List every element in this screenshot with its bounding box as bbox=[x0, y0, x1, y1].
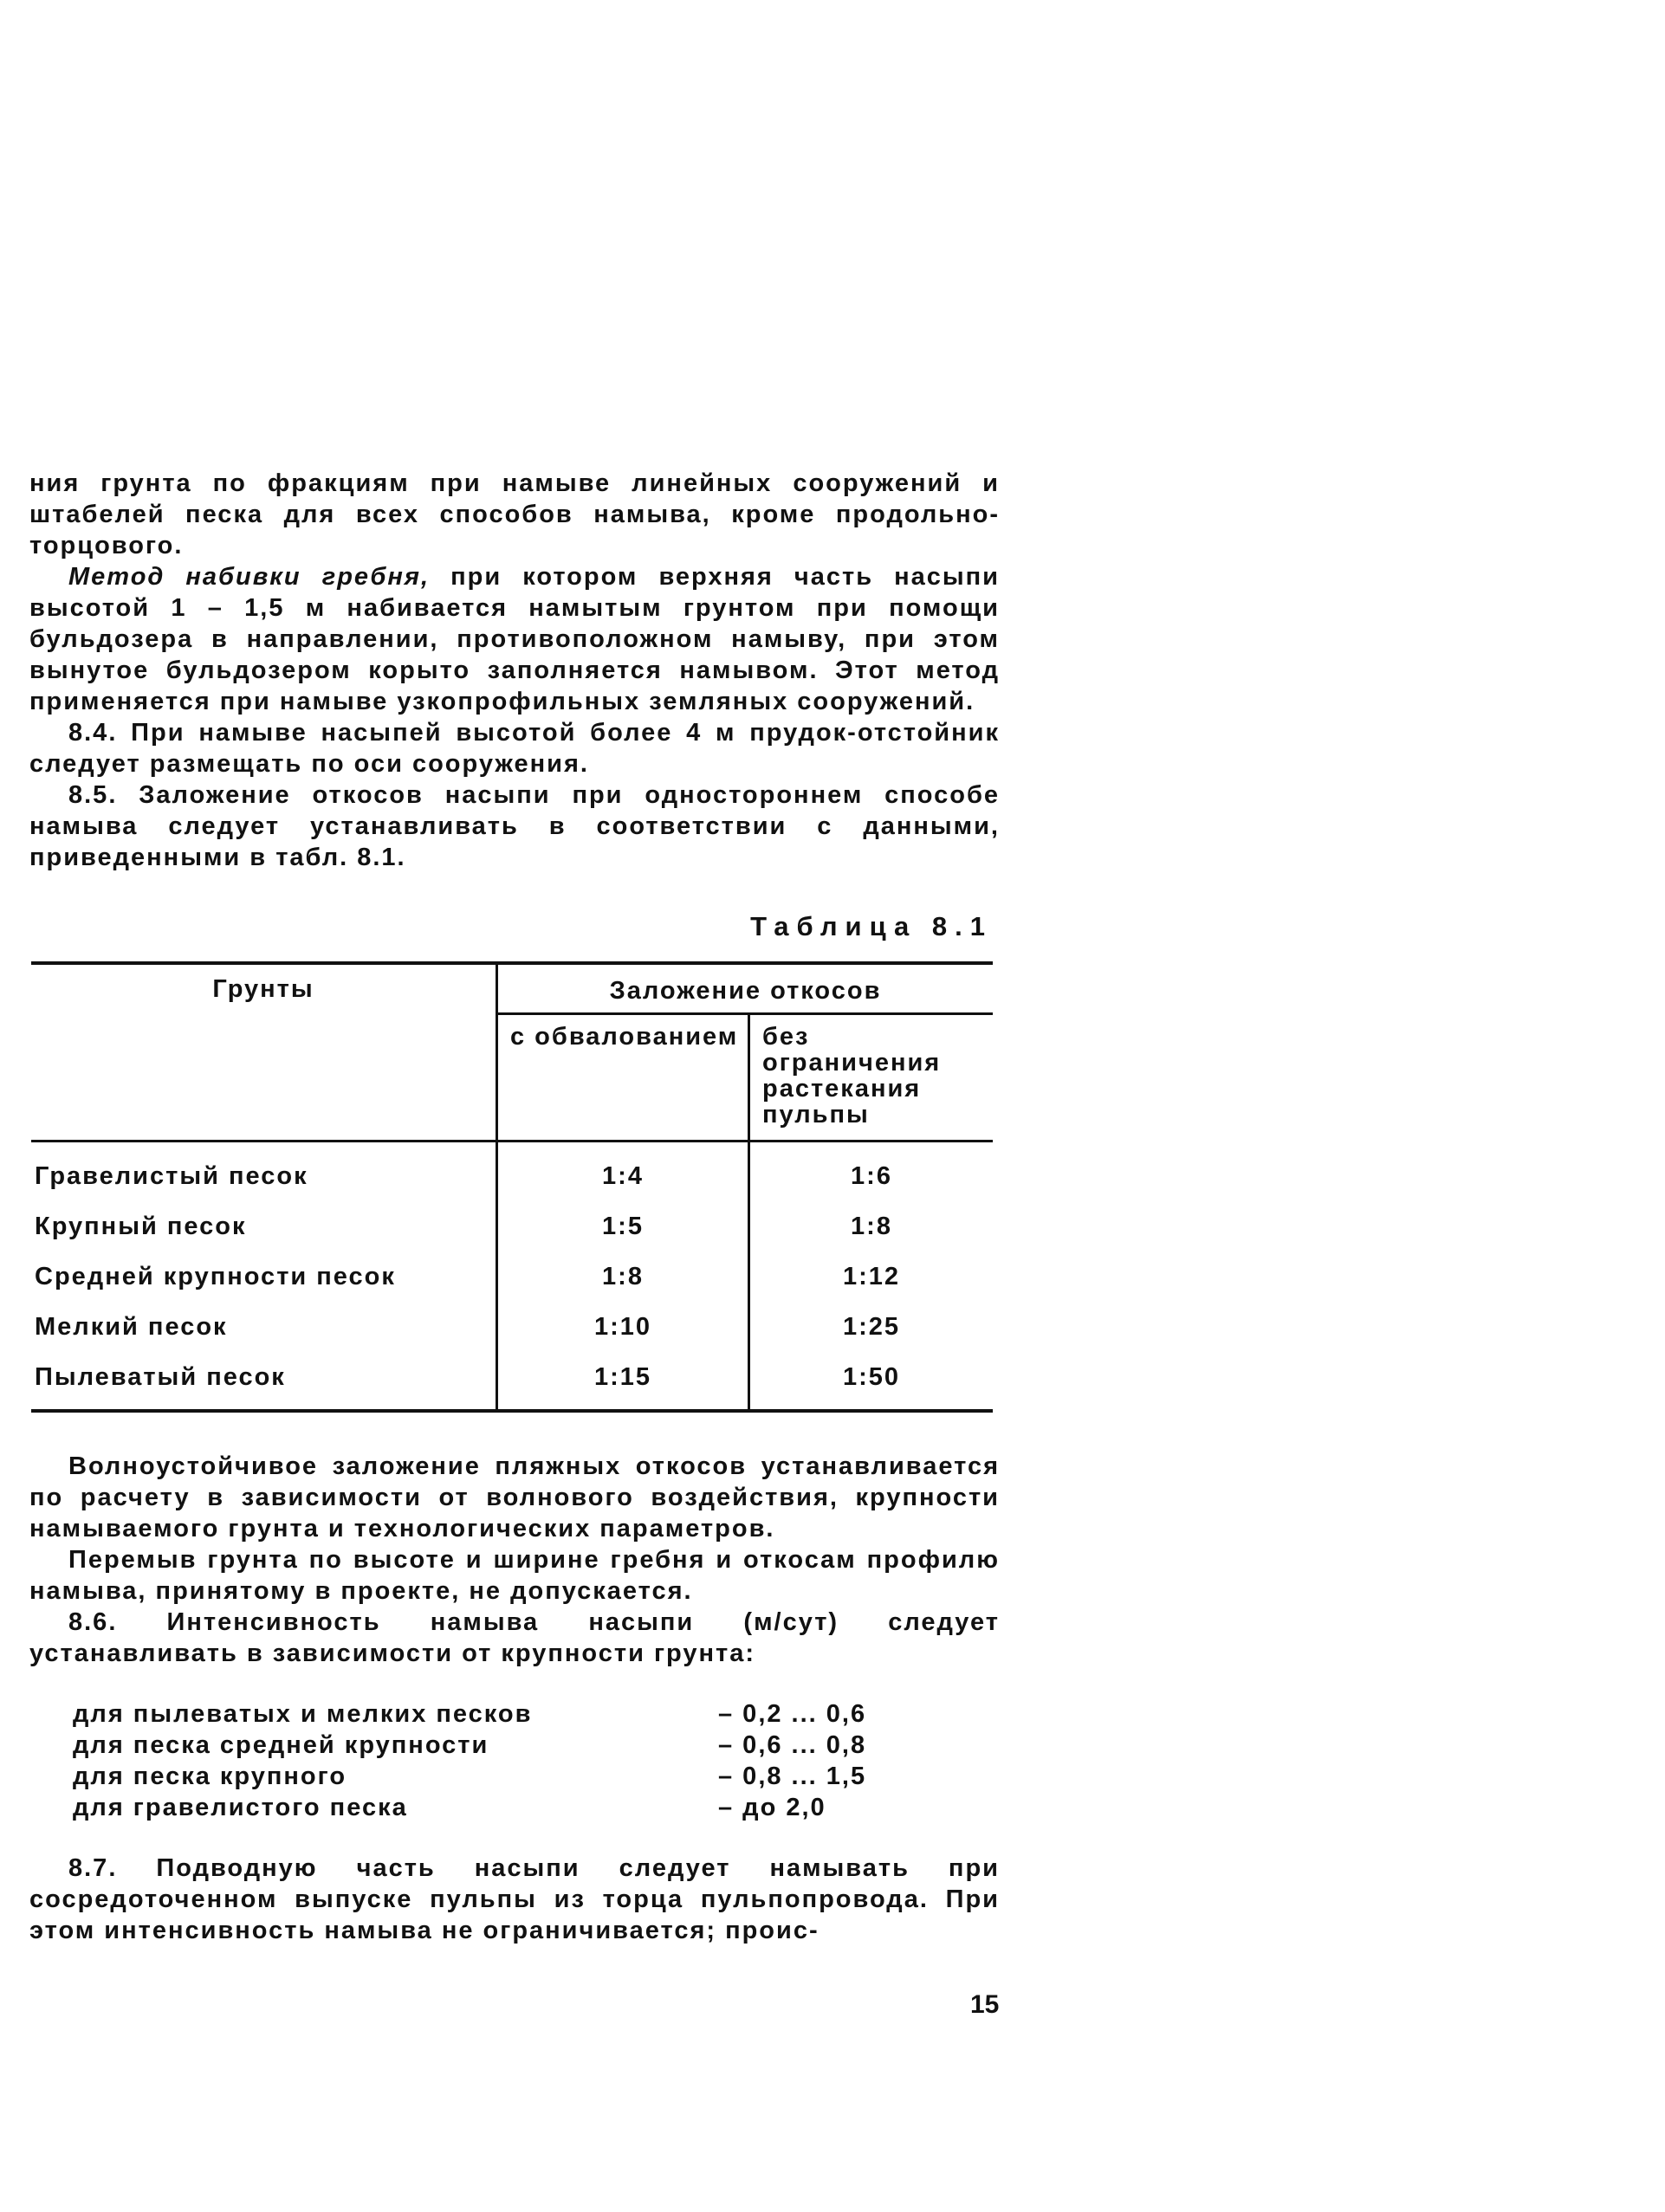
cell-soil: Гравелистый песок bbox=[31, 1142, 497, 1202]
document-page bbox=[29, 468, 1000, 1946]
col-header-with-embankment: с обвалованием bbox=[497, 1014, 749, 1142]
method-title: Метод набивки гребня, bbox=[68, 563, 431, 591]
cell-slope-2: 1:12 bbox=[842, 1263, 901, 1290]
col-header-without-limit: без ограничения растекания пульпы bbox=[762, 1023, 942, 1129]
table-caption: Таблица 8.1 bbox=[750, 911, 993, 941]
rate-value: – 0,2 ... 0,6 bbox=[718, 1700, 867, 1728]
paragraph-washout: Перемыв грунта по высоте и ширине гребня и откосам профилю намыва, принятому в проекте, не допускается. bbox=[29, 1546, 1000, 1605]
paragraph-8-5: 8.5. Заложение откосов насыпи при одностороннем способе намыва следует устанавливать в соответствии с данными, приведенными в табл. 8.1. bbox=[29, 781, 1000, 871]
paragraph-wave: Волноустойчивое заложение пляжных откосов устанавливается по расчету в зависимости от волнового воздействия, крупности намываемого грунта и технологических параметров. bbox=[29, 1452, 1000, 1543]
rate-label: для песка средней крупности bbox=[73, 1731, 489, 1759]
cell-slope-1: 1:10 bbox=[497, 1302, 749, 1352]
paragraph-method bbox=[29, 561, 1000, 717]
rate-label: для пылеватых и мелких песков bbox=[73, 1700, 533, 1728]
table-row bbox=[31, 1302, 993, 1352]
col-header-slope: Заложение откосов bbox=[497, 963, 994, 1014]
table-row bbox=[31, 1201, 993, 1252]
list-item bbox=[73, 1730, 948, 1761]
rate-value: – 0,6 ... 0,8 bbox=[718, 1731, 867, 1759]
cell-soil: Крупный песок bbox=[31, 1201, 497, 1252]
paragraph-8-4: 8.4. При намыве насыпей высотой более 4 м прудок-отстойник следует размещать по оси сооружения. bbox=[29, 719, 1000, 778]
rate-value: – до 2,0 bbox=[718, 1794, 826, 1821]
paragraph-8-6: 8.6. Интенсивность намыва насыпи (м/сут) следует устанавливать в зависимости от крупности грунта: bbox=[29, 1608, 1000, 1667]
rate-value: – 0,8 ... 1,5 bbox=[718, 1762, 867, 1790]
col-header-soil: Грунты bbox=[31, 963, 497, 1142]
table-row bbox=[31, 1352, 993, 1411]
page-number: 15 bbox=[970, 1990, 1000, 2019]
cell-slope-1: 1:8 bbox=[497, 1252, 749, 1302]
cell-slope-1: 1:4 bbox=[497, 1142, 749, 1202]
rate-label: для песка крупного bbox=[73, 1762, 347, 1790]
table-row bbox=[31, 1252, 993, 1302]
table-row bbox=[31, 1142, 993, 1202]
rates-list bbox=[73, 1698, 948, 1823]
cell-slope-2: 1:6 bbox=[749, 1142, 994, 1202]
cell-soil: Мелкий песок bbox=[31, 1302, 497, 1352]
slope-table bbox=[31, 961, 993, 1413]
cell-soil: Средней крупности песок bbox=[31, 1252, 497, 1302]
paragraph-8-7: 8.7. Подводную часть насыпи следует намывать при сосредоточенном выпуске пульпы из торца пульпопровода. При этом интенсивность намыва не ограничивается; проис- bbox=[29, 1854, 1000, 1944]
cell-slope-1: 1:5 bbox=[497, 1201, 749, 1252]
list-item bbox=[73, 1698, 948, 1730]
paragraph-continuation: ния грунта по фракциям при намыве линейных сооружений и штабелей песка для всех способов намыва, кроме продольно-торцового. bbox=[29, 469, 1000, 559]
cell-slope-1: 1:15 bbox=[497, 1352, 749, 1411]
list-item bbox=[73, 1761, 948, 1792]
list-item bbox=[73, 1792, 948, 1823]
cell-slope-2: 1:8 bbox=[851, 1213, 892, 1240]
rate-label: для гравелистого песка bbox=[73, 1794, 408, 1821]
method-text: при котором верхняя часть насыпи высотой 1 – 1,5 м набивается намытым грунтом при помощи бульдозера в направлении, противоположном намыву, при этом вынутое бульдозером корыто заполняется намывом. Этот метод применяется при намыве узкопрофильных земляных сооружений. bbox=[29, 563, 1001, 715]
cell-soil: Пылеватый песок bbox=[31, 1352, 497, 1411]
cell-slope-2: 1:25 bbox=[842, 1313, 901, 1341]
cell-slope-2: 1:50 bbox=[749, 1352, 994, 1411]
